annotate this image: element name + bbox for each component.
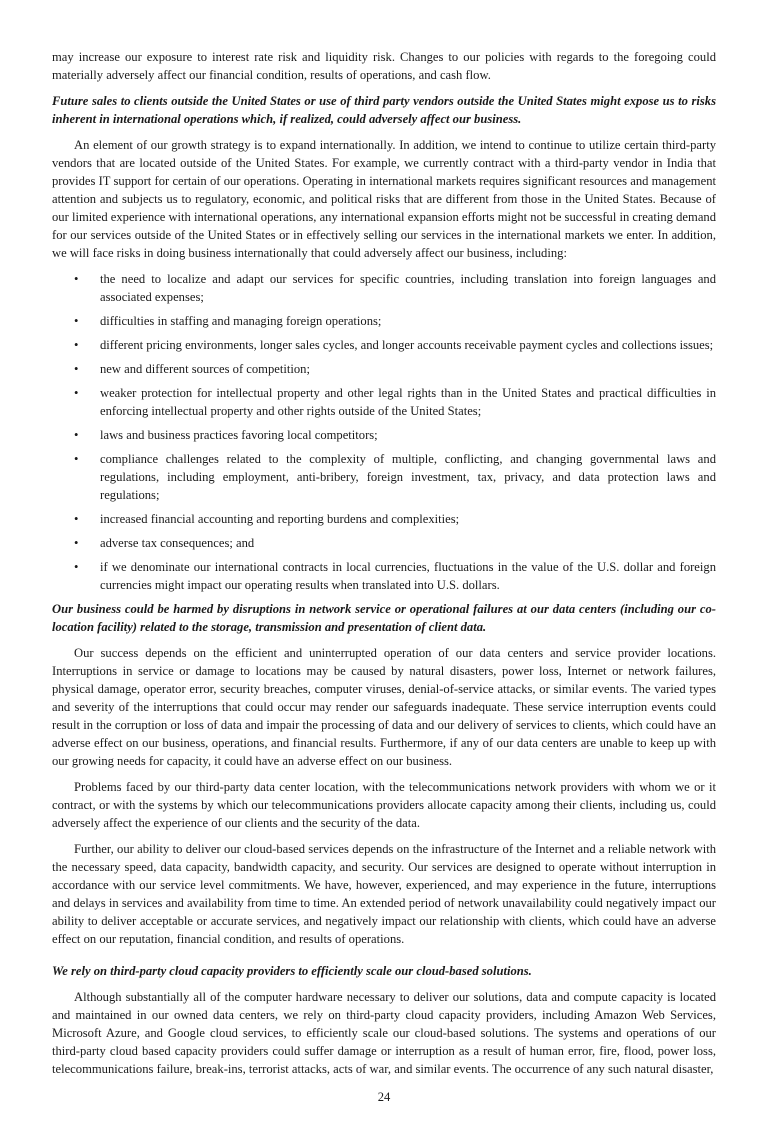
- page-number: 24: [377, 1090, 391, 1104]
- bullet-icon: •: [74, 536, 79, 550]
- paragraph-telecom: Problems faced by our third-party data center location, with the telecommunications network providers with whom we or it contract, or with the systems by which our telecommunications providers allocate capacity among their clients, including us, could adversely affect the experience of our clients and the security of the data.: [52, 780, 716, 830]
- paragraph-network: Further, our ability to deliver our cloud-based services depends on the infrastructure of the Internet and a reliable network with the necessary speed, data capacity, bandwidth capacity, and security. Our services are designed to operate without interruption in accordance with our service level commitments. We have, however, experienced, and may experience in the future, interruptions and delays in services and availability from time to time. An extended period of network unavailability could negatively impact our ability to deliver acceptable or accurate services, and negatively impact our relationship with clients, which could have an adverse effect on our reputation, financial condition, and results of operations.: [52, 842, 716, 946]
- bullet-item: • difficulties in staffing and managing foreign operations;: [74, 314, 382, 328]
- bullet-item: • weaker protection for intellectual property and other legal rights than in the United States and practical difficulties in enforcing intellectual property and other rights outside of the United States;: [74, 386, 716, 418]
- paragraph-international: An element of our growth strategy is to expand internationally. In addition, we intend to continue to utilize certain third-party vendors that are located outside of the United States. For example, we currently contract with a third-party vendor in India that provides IT support for certain of our operations. Operating in international markets requires significant resources and management attention and subjects us to regulatory, economic, and political risks that are different from those in the United States. Because of our limited experience with international operations, any international expansion efforts might not be successful in creating demand for our services outside of the United States or in effectively selling our services in the international markets we enter. In addition, we will face risks in doing business internationally that could adversely affect our business, including:: [52, 138, 716, 260]
- risk-heading-international: Future sales to clients outside the United States or use of third party vendors outside the United States might expose us to risks inherent in international operations which, if realized, could adversely affect our business.: [52, 94, 716, 126]
- paragraph-cloud: Although substantially all of the computer hardware necessary to deliver our solutions, data and compute capacity is located and maintained in our owned data centers, we rely on third-party cloud capacity providers, including Amazon Web Services, Microsoft Azure, and Google cloud services, to efficiently scale our cloud-based solutions. The systems and operations of our third-party cloud based capacity providers could suffer damage or interruption as a result of human error, fire, flood, power loss, telecommunications failure, break-ins, terrorist attacks, acts of war, and similar events. The occurrence of any such natural disaster,: [52, 990, 716, 1076]
- bullet-item: • adverse tax consequences; and: [74, 536, 255, 550]
- paragraph-continued: may increase our exposure to interest rate risk and liquidity risk. Changes to our policies with regards to the foregoing could materially adversely affect our financial condition, results of operations, and cash flow.: [52, 50, 716, 82]
- bullet-item: • new and different sources of competition;: [74, 362, 310, 376]
- risk-heading-cloud: We rely on third-party cloud capacity providers to efficiently scale our cloud-based solutions.: [52, 964, 532, 978]
- bullet-icon: •: [74, 362, 79, 376]
- bullet-item: • compliance challenges related to the complexity of multiple, conflicting, and changing governmental laws and regulations, including employment, anti-bribery, foreign investment, tax, privacy, and data protection laws and regulations;: [74, 452, 716, 502]
- bullet-item: • laws and business practices favoring local competitors;: [74, 428, 378, 442]
- bullet-icon: •: [74, 512, 79, 526]
- bullet-item: • increased financial accounting and reporting burdens and complexities;: [74, 512, 460, 526]
- paragraph-data-centers: Our success depends on the efficient and uninterrupted operation of our data centers and service provider locations. Interruptions in service or damage to locations may be caused by natural disasters, power loss, Internet or network failures, physical damage, operator error, security breaches, computer viruses, denial-of-service attacks, or similar events. The varied types and severity of the interruptions that could occur may render our safeguards inadequate. These service interruption events could result in the corruption or loss of data and impair the processing of data and our delivery of services to clients, which could have an adverse effect on our business, operations, and financial results. Furthermore, if any of our data centers are unable to keep up with our growing needs for capacity, it could have an adverse effect on our business.: [52, 646, 716, 768]
- bullet-icon: •: [74, 338, 79, 352]
- bullet-item: • the need to localize and adapt our services for specific countries, including translation into foreign languages and associated expenses;: [74, 272, 716, 304]
- bullet-icon: •: [74, 272, 79, 286]
- bullet-icon: •: [74, 560, 79, 574]
- bullet-item: • if we denominate our international contracts in local currencies, fluctuations in the value of the U.S. dollar and foreign currencies might impact our operating results when translated into U.S. dollars.: [74, 560, 716, 592]
- bullet-icon: •: [74, 386, 79, 400]
- risk-heading-data-centers: Our business could be harmed by disruptions in network service or operational failures at our data centers (including our co-location facility) related to the storage, transmission and presentation of client data.: [52, 602, 716, 634]
- bullet-icon: •: [74, 428, 79, 442]
- bullet-icon: •: [74, 314, 79, 328]
- bullet-item: • different pricing environments, longer sales cycles, and longer accounts receivable payment cycles and collections issues;: [74, 338, 714, 352]
- bullet-icon: •: [74, 452, 79, 466]
